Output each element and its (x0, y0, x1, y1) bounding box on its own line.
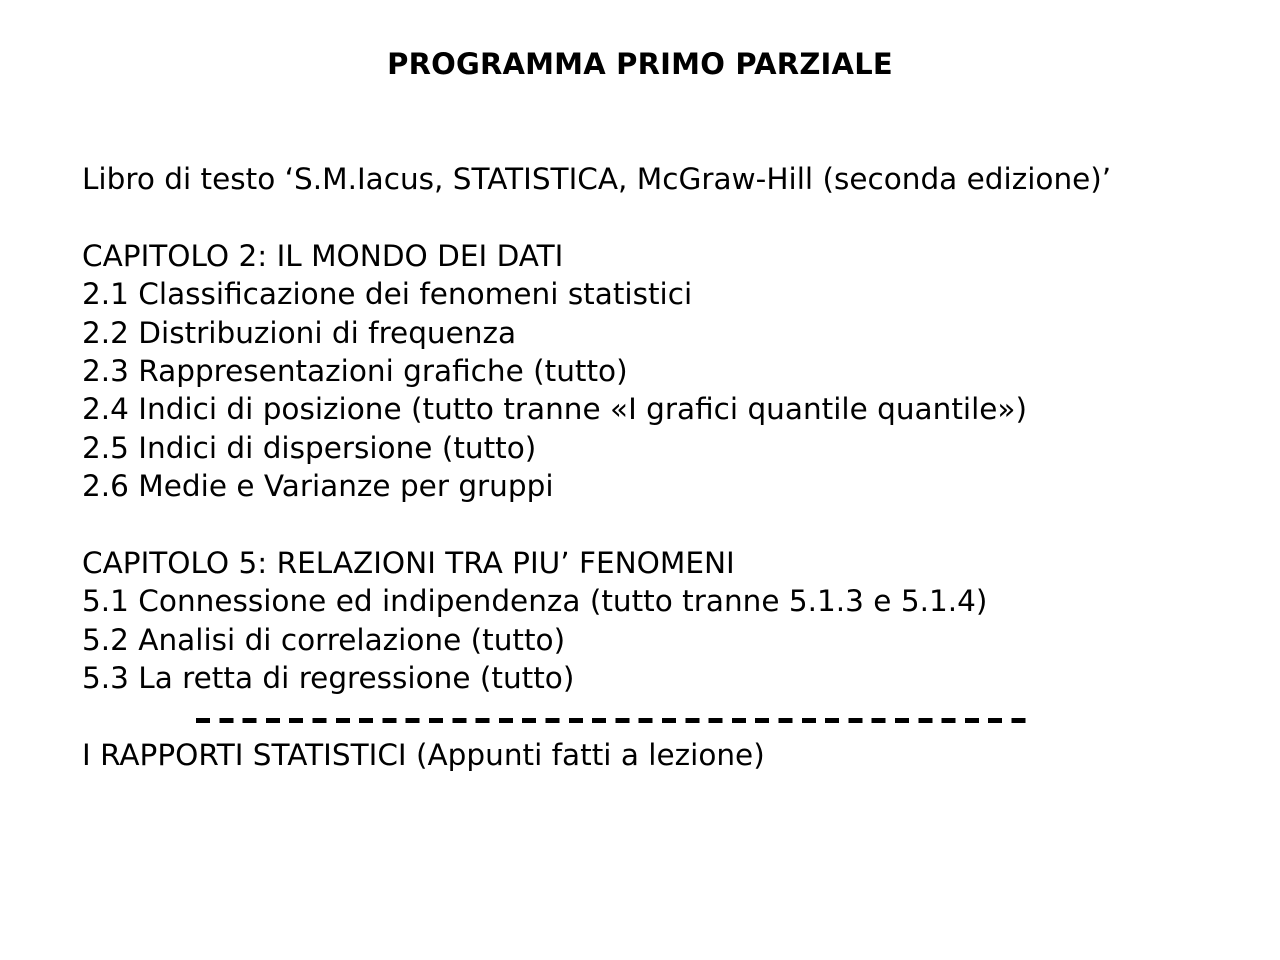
footer-note: I RAPPORTI STATISTICI (Appunti fatti a lezione) (82, 738, 765, 772)
chapter-5-item: 5.2 Analisi di correlazione (tutto) (82, 622, 566, 657)
chapter-2-item: 2.6 Medie e Varianze per gruppi (82, 469, 554, 504)
chapter-5-heading: CAPITOLO 5: RELAZIONI TRA PIU’ FENOMENI (82, 545, 735, 580)
spacer (82, 506, 1262, 544)
chapter-2-item: 2.4 Indici di posizione (tutto tranne «I grafici quantile quantile») (82, 392, 1027, 427)
chapter-2-heading: CAPITOLO 2: IL MONDO DEI DATI (82, 238, 564, 273)
chapter-2-item: 2.5 Indici di dispersione (tutto) (82, 430, 537, 465)
chapter-5-item: 5.1 Connessione ed indipendenza (tutto tranne 5.1.3 e 5.1.4) (82, 584, 988, 619)
slide-body (82, 160, 1262, 697)
chapter-5-item: 5.3 La retta di regressione (tutto) (82, 661, 575, 696)
spacer (82, 198, 1262, 236)
chapter-2-item: 2.1 Classificazione dei fenomeni statistici (82, 277, 693, 312)
textbook-reference: Libro di testo ‘S.M.Iacus, STATISTICA, McGraw-Hill (seconda edizione)’ (82, 162, 1112, 196)
chapter-2-item: 2.2 Distribuzioni di frequenza (82, 315, 517, 350)
chapter-2-item: 2.3 Rappresentazioni grafiche (tutto) (82, 353, 628, 388)
page-title: PROGRAMMA PRIMO PARZIALE (387, 47, 893, 81)
dashed-separator (196, 718, 1026, 723)
